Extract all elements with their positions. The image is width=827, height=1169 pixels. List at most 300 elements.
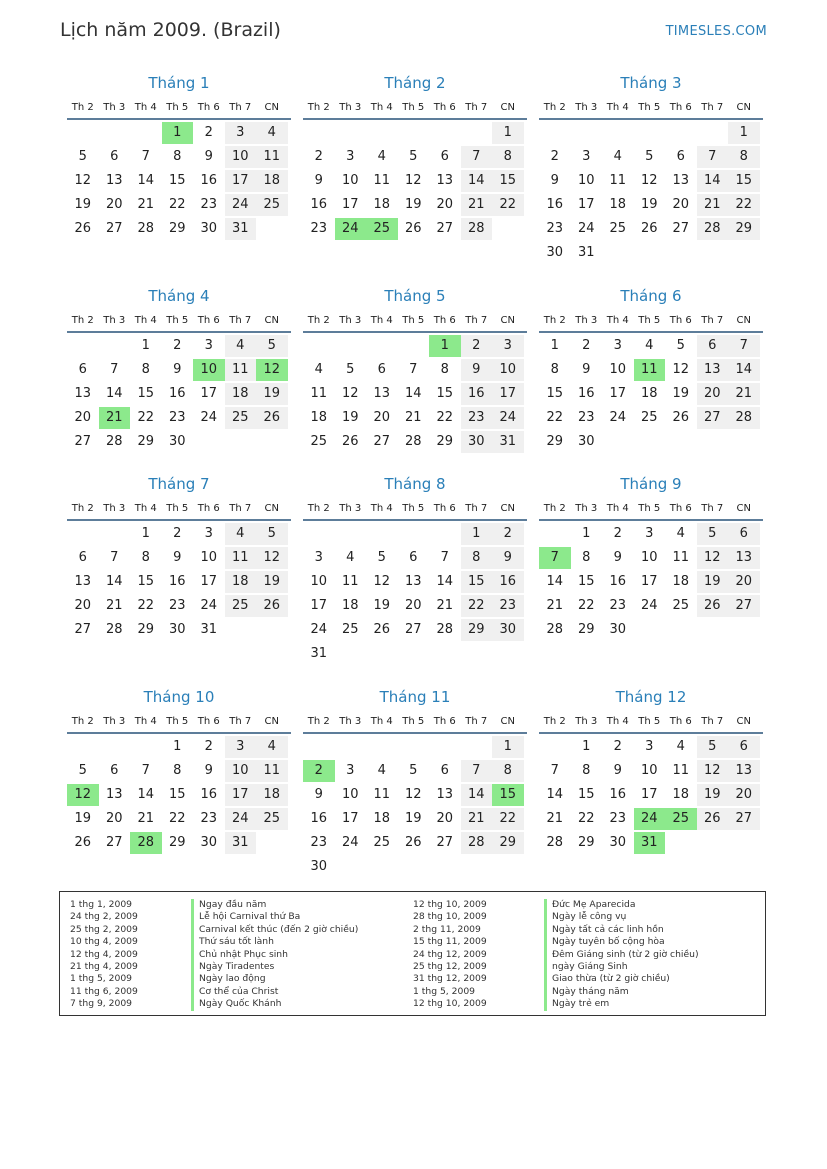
day-cell: 16: [577, 386, 595, 401]
day-cell: 17: [609, 386, 627, 401]
empty-day-cell: [303, 736, 335, 758]
weekend-day-cell: 17: [225, 170, 257, 192]
weekend-day-cell: 27: [728, 595, 760, 617]
legend-date: 7 thg 9, 2009: [70, 998, 133, 1010]
week-row: [303, 523, 527, 547]
day-cell: 22: [577, 811, 595, 826]
week-row: [303, 784, 527, 808]
weekend-day-cell: 5: [256, 523, 288, 545]
day-cell: 23: [546, 221, 564, 236]
week-row: [67, 832, 291, 856]
day-cell: 2: [204, 739, 213, 754]
weekend-day-cell: 14: [461, 170, 493, 192]
holiday-day-cell: 24: [634, 808, 666, 830]
legend-holiday-name: Ngày tuyên bố cộng hòa: [544, 936, 699, 948]
weekday-label: Th 3: [575, 315, 598, 326]
weekday-label: Th 4: [370, 102, 393, 113]
empty-day-cell: [67, 122, 99, 144]
day-cell: 13: [672, 173, 690, 188]
week-row: [539, 359, 763, 383]
week-row: [303, 856, 527, 880]
day-cell: 30: [168, 434, 186, 449]
empty-day-cell: [99, 122, 131, 144]
weekday-header: [67, 495, 291, 521]
day-cell: 3: [346, 763, 355, 778]
legend-right-names: [544, 899, 699, 1011]
week-row: [67, 335, 291, 359]
weekend-day-cell: 4: [256, 736, 288, 758]
day-cell: 10: [341, 173, 359, 188]
empty-day-cell: [398, 643, 430, 665]
empty-day-cell: [398, 335, 430, 357]
empty-day-cell: [492, 218, 524, 240]
week-row: [303, 431, 527, 455]
day-cell: 20: [672, 197, 690, 212]
empty-day-cell: [602, 122, 634, 144]
day-cell: 13: [404, 574, 422, 589]
week-row: [539, 736, 763, 760]
weekend-day-cell: 17: [492, 383, 524, 405]
legend-holiday-name: Ngày lao động: [191, 973, 358, 985]
weekend-day-cell: 3: [225, 736, 257, 758]
empty-day-cell: [366, 856, 398, 878]
week-row: [67, 194, 291, 218]
month-block: [67, 285, 291, 455]
day-cell: 6: [78, 362, 87, 377]
legend-date: 11 thg 6, 2009: [70, 985, 138, 997]
holiday-day-cell: 12: [67, 784, 99, 806]
empty-day-cell: [461, 736, 493, 758]
day-cell: 26: [404, 835, 422, 850]
day-cell: 23: [577, 410, 595, 425]
empty-day-cell: [225, 619, 257, 641]
day-cell: 29: [436, 434, 454, 449]
day-cell: 11: [373, 173, 391, 188]
day-cell: 24: [341, 835, 359, 850]
weekend-day-cell: 21: [697, 194, 729, 216]
holiday-day-cell: 1: [429, 335, 461, 357]
week-row: [67, 595, 291, 619]
legend-date: 25 thg 2, 2009: [70, 923, 138, 935]
weekday-label: Th 5: [638, 716, 661, 727]
empty-day-cell: [728, 242, 760, 264]
day-cell: 13: [105, 173, 123, 188]
weekday-label: Th 7: [701, 503, 724, 514]
day-cell: 1: [141, 338, 150, 353]
weekday-label: Th 6: [433, 503, 456, 514]
day-cell: 19: [640, 197, 658, 212]
empty-day-cell: [398, 122, 430, 144]
weekday-label: CN: [500, 315, 515, 326]
day-cell: 17: [640, 787, 658, 802]
day-cell: 15: [577, 787, 595, 802]
legend-date: 1 thg 5, 2009: [413, 985, 476, 997]
day-cell: 7: [409, 362, 418, 377]
day-cell: 12: [404, 173, 422, 188]
weekday-label: Th 4: [134, 716, 157, 727]
day-cell: 16: [200, 173, 218, 188]
day-cell: 4: [346, 550, 355, 565]
weekend-day-cell: 18: [256, 784, 288, 806]
day-cell: 26: [373, 622, 391, 637]
day-cell: 20: [74, 410, 92, 425]
empty-day-cell: [697, 619, 729, 641]
day-cell: 3: [346, 149, 355, 164]
day-cell: 29: [577, 835, 595, 850]
weekday-label: Th 5: [402, 315, 425, 326]
day-cell: 6: [78, 550, 87, 565]
day-cell: 1: [141, 526, 150, 541]
legend-holiday-name: Đêm Giáng sinh (từ 2 giờ chiều): [544, 949, 699, 961]
empty-day-cell: [335, 335, 367, 357]
weekend-day-cell: 7: [728, 335, 760, 357]
weekday-label: Th 2: [543, 503, 566, 514]
weekend-day-cell: 7: [697, 146, 729, 168]
day-cell: 8: [173, 149, 182, 164]
week-row: [67, 359, 291, 383]
weekday-label: Th 6: [433, 315, 456, 326]
day-cell: 27: [105, 835, 123, 850]
legend-date: 12 thg 10, 2009: [413, 998, 487, 1010]
weekend-day-cell: 18: [225, 383, 257, 405]
weekday-label: Th 5: [638, 102, 661, 113]
weekend-day-cell: 31: [225, 832, 257, 854]
weekday-label: Th 2: [543, 716, 566, 727]
week-row: [67, 122, 291, 146]
weekend-day-cell: 5: [697, 736, 729, 758]
day-cell: 18: [640, 386, 658, 401]
empty-day-cell: [130, 736, 162, 758]
day-cell: 24: [609, 410, 627, 425]
site-link[interactable]: TIMESLES.COM: [665, 24, 767, 39]
day-cell: 19: [74, 197, 92, 212]
day-cell: 26: [640, 221, 658, 236]
day-cell: 4: [676, 526, 685, 541]
legend-date: 12 thg 4, 2009: [70, 948, 138, 960]
weekday-label: CN: [736, 503, 751, 514]
weekday-label: Th 4: [606, 716, 629, 727]
empty-day-cell: [728, 431, 760, 453]
day-cell: 4: [314, 362, 323, 377]
day-cell: 16: [168, 386, 186, 401]
day-cell: 12: [640, 173, 658, 188]
weekday-label: Th 6: [669, 716, 692, 727]
holiday-day-cell: 24: [335, 218, 367, 240]
day-cell: 7: [141, 763, 150, 778]
day-cell: 13: [74, 386, 92, 401]
day-cell: 3: [204, 526, 213, 541]
month-name: Tháng 11: [379, 688, 451, 706]
day-cell: 29: [168, 221, 186, 236]
week-row: [539, 242, 763, 266]
empty-day-cell: [492, 643, 524, 665]
day-cell: 20: [74, 598, 92, 613]
day-cell: 22: [436, 410, 454, 425]
weekday-label: Th 7: [701, 716, 724, 727]
legend-right-dates: [413, 899, 487, 1011]
holiday-day-cell: 12: [256, 359, 288, 381]
weekend-day-cell: 28: [461, 218, 493, 240]
empty-day-cell: [193, 431, 225, 453]
day-cell: 3: [645, 739, 654, 754]
week-row: [539, 547, 763, 571]
weekend-day-cell: 30: [461, 431, 493, 453]
day-cell: 4: [377, 149, 386, 164]
day-cell: 7: [110, 362, 119, 377]
weekday-label: CN: [736, 102, 751, 113]
weekday-label: Th 2: [71, 503, 94, 514]
weekday-label: Th 7: [701, 102, 724, 113]
weekend-day-cell: 23: [461, 407, 493, 429]
week-row: [303, 359, 527, 383]
legend-holiday-name: Ngày Quốc Khánh: [191, 998, 358, 1010]
day-cell: 14: [105, 574, 123, 589]
holiday-day-cell: 15: [492, 784, 524, 806]
week-row: [539, 146, 763, 170]
empty-day-cell: [665, 619, 697, 641]
day-cell: 13: [436, 173, 454, 188]
day-cell: 11: [373, 787, 391, 802]
day-cell: 20: [105, 197, 123, 212]
legend-date: 10 thg 4, 2009: [70, 936, 138, 948]
legend-holiday-name: Ngay đầu năm: [191, 899, 358, 911]
day-cell: 28: [546, 622, 564, 637]
weekday-label: Th 5: [638, 315, 661, 326]
empty-day-cell: [303, 523, 335, 545]
weekend-day-cell: 31: [492, 431, 524, 453]
week-row: [539, 784, 763, 808]
empty-day-cell: [366, 643, 398, 665]
weekday-label: CN: [264, 102, 279, 113]
weekend-day-cell: 4: [225, 523, 257, 545]
weekday-label: Th 2: [71, 102, 94, 113]
day-cell: 25: [341, 622, 359, 637]
empty-day-cell: [539, 736, 571, 758]
weekend-day-cell: 12: [256, 547, 288, 569]
empty-day-cell: [67, 335, 99, 357]
holiday-day-cell: 25: [665, 808, 697, 830]
week-row: [539, 808, 763, 832]
holiday-day-cell: 25: [366, 218, 398, 240]
weekend-day-cell: 22: [492, 194, 524, 216]
day-cell: 29: [577, 622, 595, 637]
day-cell: 10: [200, 550, 218, 565]
empty-day-cell: [492, 856, 524, 878]
weekday-label: Th 5: [638, 503, 661, 514]
day-cell: 30: [609, 835, 627, 850]
empty-day-cell: [335, 856, 367, 878]
week-row: [303, 146, 527, 170]
day-cell: 2: [550, 149, 559, 164]
day-cell: 3: [314, 550, 323, 565]
day-cell: 9: [204, 149, 213, 164]
day-cell: 9: [582, 362, 591, 377]
weekend-day-cell: 13: [728, 760, 760, 782]
day-cell: 20: [105, 811, 123, 826]
day-cell: 1: [582, 739, 591, 754]
day-cell: 22: [137, 598, 155, 613]
weekday-label: Th 2: [71, 716, 94, 727]
day-cell: 26: [74, 221, 92, 236]
day-cell: 9: [204, 763, 213, 778]
weekday-label: Th 3: [575, 503, 598, 514]
month-block: [539, 473, 763, 643]
day-cell: 16: [546, 197, 564, 212]
day-cell: 22: [168, 197, 186, 212]
day-cell: 5: [78, 149, 87, 164]
weekend-day-cell: 8: [461, 547, 493, 569]
weekday-label: Th 5: [166, 102, 189, 113]
day-cell: 6: [440, 149, 449, 164]
weekday-label: Th 6: [669, 102, 692, 113]
weekday-label: Th 7: [229, 102, 252, 113]
weekend-day-cell: 29: [461, 619, 493, 641]
weekend-day-cell: 10: [225, 146, 257, 168]
weekday-label: Th 2: [307, 102, 330, 113]
week-row: [303, 218, 527, 242]
week-row: [303, 619, 527, 643]
day-cell: 15: [137, 574, 155, 589]
empty-day-cell: [634, 619, 666, 641]
weekend-day-cell: 31: [225, 218, 257, 240]
weekday-label: Th 5: [166, 716, 189, 727]
day-cell: 27: [672, 221, 690, 236]
day-cell: 21: [436, 598, 454, 613]
legend-date: 2 thg 11, 2009: [413, 923, 481, 935]
day-cell: 9: [173, 550, 182, 565]
weekday-header: [539, 708, 763, 734]
day-cell: 22: [168, 811, 186, 826]
day-cell: 9: [314, 787, 323, 802]
day-cell: 16: [609, 574, 627, 589]
weekend-day-cell: 8: [728, 146, 760, 168]
empty-day-cell: [303, 122, 335, 144]
day-cell: 5: [409, 763, 418, 778]
week-row: [303, 595, 527, 619]
day-cell: 7: [110, 550, 119, 565]
legend-date: 12 thg 10, 2009: [413, 899, 487, 910]
day-cell: 16: [609, 787, 627, 802]
day-cell: 12: [373, 574, 391, 589]
weekend-day-cell: 20: [697, 383, 729, 405]
day-cell: 11: [672, 550, 690, 565]
empty-day-cell: [256, 619, 288, 641]
day-cell: 6: [110, 149, 119, 164]
weekend-day-cell: 12: [697, 547, 729, 569]
day-cell: 11: [310, 386, 328, 401]
weekday-label: Th 4: [134, 315, 157, 326]
weekend-day-cell: 26: [697, 808, 729, 830]
day-cell: 8: [141, 362, 150, 377]
weekend-day-cell: 27: [728, 808, 760, 830]
day-cell: 21: [546, 598, 564, 613]
holiday-legend: [59, 891, 766, 1016]
empty-day-cell: [256, 431, 288, 453]
day-cell: 17: [200, 574, 218, 589]
weekend-day-cell: 11: [256, 760, 288, 782]
legend-date: 24 thg 2, 2009: [70, 911, 138, 923]
empty-day-cell: [461, 856, 493, 878]
week-row: [303, 832, 527, 856]
day-cell: 12: [404, 787, 422, 802]
weekday-label: Th 5: [166, 315, 189, 326]
day-cell: 15: [168, 173, 186, 188]
day-cell: 28: [546, 835, 564, 850]
day-cell: 8: [550, 362, 559, 377]
day-cell: 15: [168, 787, 186, 802]
day-cell: 2: [314, 149, 323, 164]
weekend-day-cell: 1: [492, 736, 524, 758]
day-cell: 8: [173, 763, 182, 778]
weekday-label: Th 6: [433, 716, 456, 727]
day-cell: 12: [341, 386, 359, 401]
week-row: [303, 170, 527, 194]
day-cell: 8: [440, 362, 449, 377]
month-name: Tháng 4: [148, 287, 210, 305]
day-cell: 30: [609, 622, 627, 637]
weekday-label: Th 6: [197, 503, 220, 514]
empty-day-cell: [99, 335, 131, 357]
weekend-day-cell: 3: [492, 335, 524, 357]
day-cell: 27: [404, 622, 422, 637]
empty-day-cell: [335, 736, 367, 758]
day-cell: 18: [373, 811, 391, 826]
day-cell: 18: [373, 197, 391, 212]
weekday-label: Th 4: [606, 315, 629, 326]
week-row: [539, 194, 763, 218]
holiday-day-cell: 7: [539, 547, 571, 569]
day-cell: 16: [168, 574, 186, 589]
weekend-day-cell: 8: [492, 146, 524, 168]
month-block: [303, 285, 527, 455]
weekend-day-cell: 25: [225, 595, 257, 617]
week-row: [67, 218, 291, 242]
day-cell: 24: [640, 598, 658, 613]
weekday-label: Th 4: [606, 503, 629, 514]
weekend-day-cell: 23: [492, 595, 524, 617]
empty-day-cell: [366, 736, 398, 758]
day-cell: 27: [105, 221, 123, 236]
day-cell: 23: [310, 221, 328, 236]
day-cell: 10: [640, 550, 658, 565]
day-cell: 28: [436, 622, 454, 637]
empty-day-cell: [539, 122, 571, 144]
weekday-label: Th 5: [402, 716, 425, 727]
day-cell: 2: [582, 338, 591, 353]
weekend-day-cell: 10: [492, 359, 524, 381]
day-cell: 17: [341, 811, 359, 826]
month-block: [539, 285, 763, 455]
day-cell: 9: [173, 362, 182, 377]
legend-holiday-name: Thứ sáu tốt lành: [191, 936, 358, 948]
legend-holiday-name: Chủ nhật Phục sinh: [191, 949, 358, 961]
day-cell: 7: [550, 763, 559, 778]
day-cell: 11: [672, 763, 690, 778]
week-row: [303, 808, 527, 832]
day-cell: 8: [141, 550, 150, 565]
day-cell: 4: [645, 338, 654, 353]
day-cell: 3: [582, 149, 591, 164]
day-cell: 16: [310, 197, 328, 212]
day-cell: 22: [577, 598, 595, 613]
day-cell: 2: [173, 338, 182, 353]
day-cell: 27: [373, 434, 391, 449]
weekday-header: [303, 307, 527, 333]
weekday-label: Th 3: [103, 102, 126, 113]
empty-day-cell: [67, 736, 99, 758]
weekend-day-cell: 19: [256, 383, 288, 405]
day-cell: 21: [404, 410, 422, 425]
